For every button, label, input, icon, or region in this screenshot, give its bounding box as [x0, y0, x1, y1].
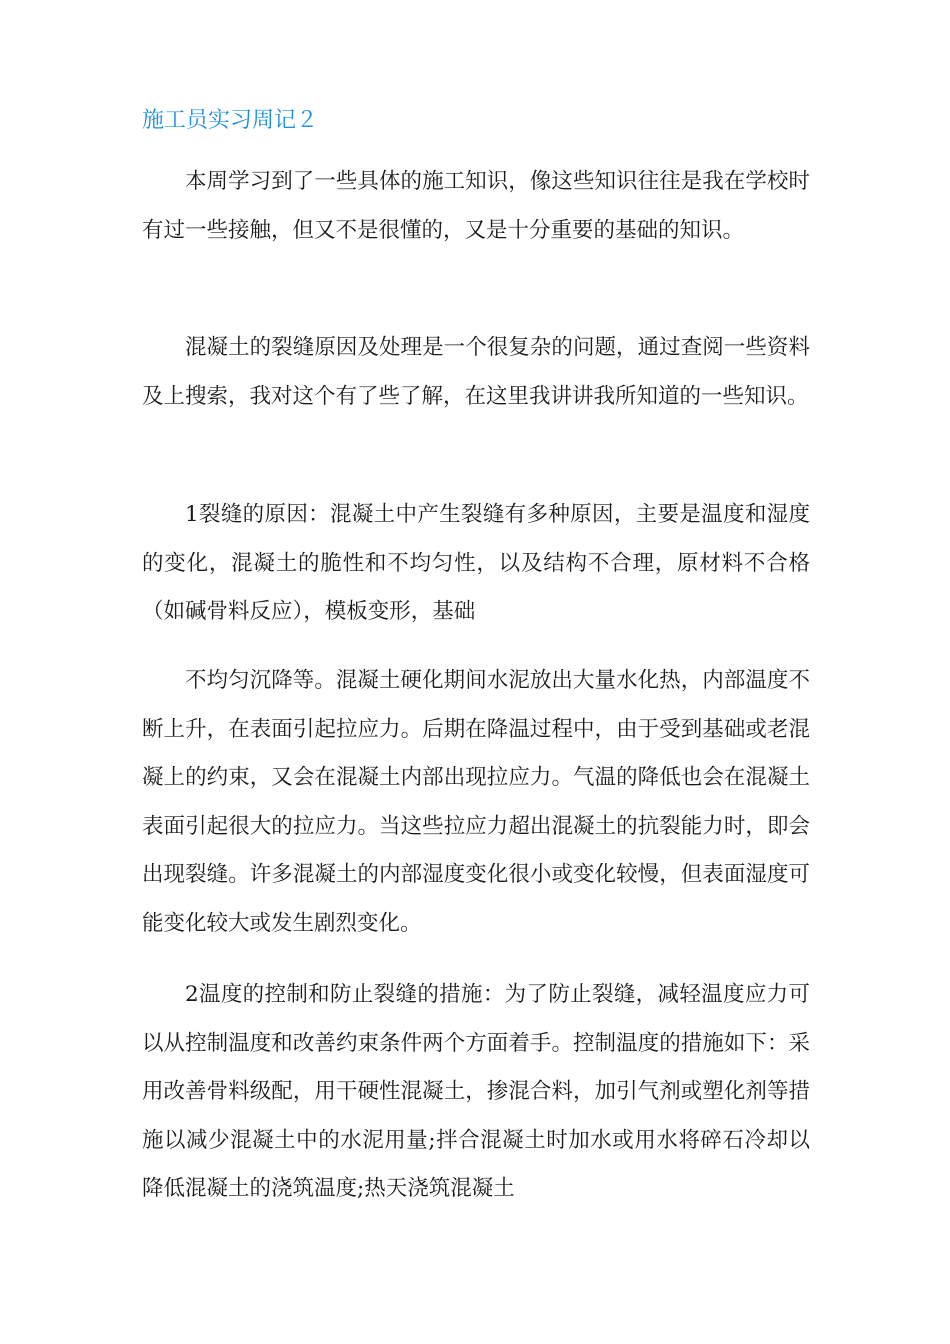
paragraph-crack-causes-continued: 不均匀沉降等。混凝土硬化期间水泥放出大量水化热，内部温度不断上升，在表面引起拉应力。后期在降温过程中，由于受到基础或老混凝上的约束，又会在混凝土内部出现拉应力。气温的降低也会在混凝土表面引起很大的拉应力。当这些拉应力超出混凝土的抗裂能力时，即会出现裂缝。许多混凝土的内部湿度变化很小或变化较慢，但表面湿度可能变化较大或发生剧烈变化。: [142, 668, 810, 936]
paragraph-intro: 本周学习到了一些具体的施工知识，像这些知识往往是我在学校时有过一些接触，但又不是很懂的，又是十分重要的基础的知识。: [142, 169, 810, 243]
paragraph-cracks-overview: 混凝土的裂缝原因及处理是一个很复杂的问题，通过查阅一些资料及上搜索，我对这个有了些了解，在这里我讲讲我所知道的一些知识。: [142, 335, 810, 409]
document-title: 施工员实习周记２: [142, 108, 319, 133]
paragraph-crack-causes: 1裂缝的原因：混凝土中产生裂缝有多种原因，主要是温度和湿度的变化，混凝土的脆性和不均匀性，以及结构不合理，原材料不合格（如碱骨料反应），模板变形，基础: [142, 502, 810, 624]
paragraph-temperature-control: 2温度的控制和防止裂缝的措施：为了防止裂缝，减轻温度应力可以从控制温度和改善约束条件两个方面着手。控制温度的措施如下：采用改善骨料级配，用干硬性混凝土，掺混合料，加引气剂或塑化剂等措施以减少混凝土中的水泥用量;拌合混凝土时加水或用水将碎石冷却以降低混凝土的浇筑温度;热天浇筑混凝土: [142, 982, 810, 1201]
